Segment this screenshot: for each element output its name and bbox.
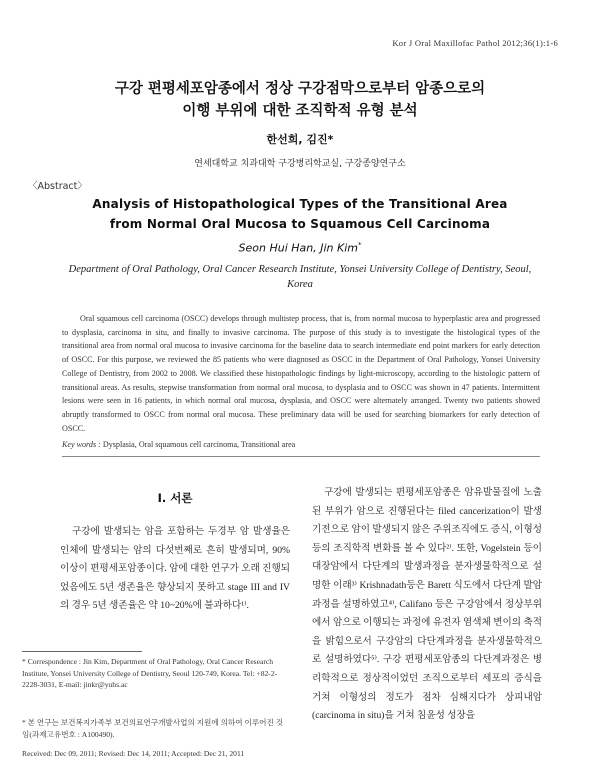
korean-title bbox=[0, 78, 600, 122]
english-authors-names: Seon Hui Han, Jin Kim bbox=[238, 241, 358, 255]
keywords-text: Dysplasia, Oral squamous cell carcinoma, Transitional area bbox=[100, 440, 296, 449]
corresponding-author-mark: * bbox=[357, 241, 362, 249]
footnote-dates: Received: Dec 09, 2011; Revised: Dec 14, 2011; Accepted: Dec 21, 2011 bbox=[22, 749, 245, 758]
journal-citation: Kor J Oral Maxillofac Pathol 2012;36(1):1-6 bbox=[392, 38, 558, 48]
intro-paragraph-left: 구강에 발생되는 암을 포함하는 두경부 암 발생율은 인체에 발생되는 암의 다섯번째로 흔히 발생되며, 90% 이상이 편평세포암종이다. 암에 대한 연구가 오래 진행되었음에도 5년 생존율은 향상되지 못하고 stage III and IV의 경우 5년 생존율은 약 10~20%에 불과하다¹⁾. bbox=[60, 526, 290, 612]
english-title bbox=[0, 194, 600, 234]
english-title-line2: from Normal Oral Mucosa to Squamous Cell Carcinoma bbox=[109, 217, 491, 231]
keywords bbox=[62, 440, 540, 449]
abstract-text: Oral squamous cell carcinoma (OSCC) develops through multistep process, that is, from normal mucosa to hyperplastic area and progressed to dysplasia, carcinoma in situ, and finally to invasive carcinoma. The purpose of this study is to investigate the histological types of the transitional area from normal oral mucosa to invasive carcinoma for the baseline data to search intermediate end point markers for early detection of OSCC. For this purpose, we reviewed the 85 patients who were diagnosed as OSCC in the Department of Oral Pathology, Yonsei University College of Dentistry, from 2002 to 2008. We classified these histopathologic findings by light-microscopy, according to the histologic pattern of transitional areas. As results, stepwise transformation from normal oral mucosa, to dysplasia and to OSCC was shown in 47 patients. Intermittent lesions were seen in 16 patients, in which normal oral mucosa, dysplasia, and OSCC were alternately arranged. Twenty two patients showed abruptly transformed to OSCC from normal oral mucosa. These preliminary data will be used for searching biomarkers for early detection of OSCC. bbox=[62, 314, 540, 433]
keywords-label: Key words : bbox=[62, 440, 101, 449]
english-title-line1: Analysis of Histopathological Types of the Transitional Area bbox=[92, 197, 508, 211]
english-affiliation: Department of Oral Pathology, Oral Cancer Research Institute, Yonsei University College of Dentistry, Seoul, Korea bbox=[68, 264, 532, 290]
korean-affiliation: 연세대학교 치과대학 구강병리학교실, 구강종양연구소 bbox=[194, 159, 406, 169]
korean-title-line2: 이행 부위에 대한 조직학적 유형 분석 bbox=[182, 103, 418, 119]
footnote-correspondence: * Correspondence : Jin Kim, Department of Oral Pathology, Oral Cancer Research Institute, Yonsei University College of Dentistry, Seoul 120-749, Korea. Tel: +82-2-2228-3031, E-mail: jinkr@yuhs.ac bbox=[22, 657, 278, 690]
intro-paragraph-right: 구강에 발생되는 편평세포암종은 암유발물질에 노출된 부위가 암으로 진행된다는 filed cancerization이 발생기전으로 암이 발생되지 않은 주위조직에도 증식, 이형성 등의 조직학적 변화를 볼 수 있다²⁾. 또한, Vogelstein 등이 대장암에서 다단계의 발생과정을 분자생물학적으로 설명한 이래³⁾ Krishnadath등은 Barett 식도에서 다단계 발암과정을 설명하였고⁴⁾, Califano 등은 구강암에서 정상부위에서 암으로 이행되는 과정에 유전자 염색체 변이의 축적을 밝힘으로서 구강암의 다단계과정을 분자생물학적으로 설명하였다⁵⁾. 구강 편평세포암종의 다단계과정은 병리학적으로 정상적이었던 조직으로부터 세포의 증식을 거쳐 이형성의 정도가 점차 심해지다가 상피내암(carcinoma in situ)을 거쳐 침윤성 성장을 bbox=[312, 487, 542, 722]
abstract-label: 〈Abstract〉 bbox=[28, 181, 87, 192]
footnote-funding: * 본 연구는 보건복지가족부 보건의료연구개발사업의 지원에 의하여 이루어진 것임(과제고유번호 : A100490). bbox=[22, 718, 284, 739]
korean-title-line1: 구강 편평세포암종에서 정상 구강점막으로부터 암종으로의 bbox=[114, 81, 486, 97]
keywords-divider bbox=[62, 456, 540, 457]
korean-authors: 한선희, 김진* bbox=[266, 133, 334, 146]
english-authors bbox=[0, 241, 600, 255]
footnote-divider bbox=[22, 651, 142, 652]
section-heading-introduction: Ⅰ. 서론 bbox=[157, 491, 193, 505]
